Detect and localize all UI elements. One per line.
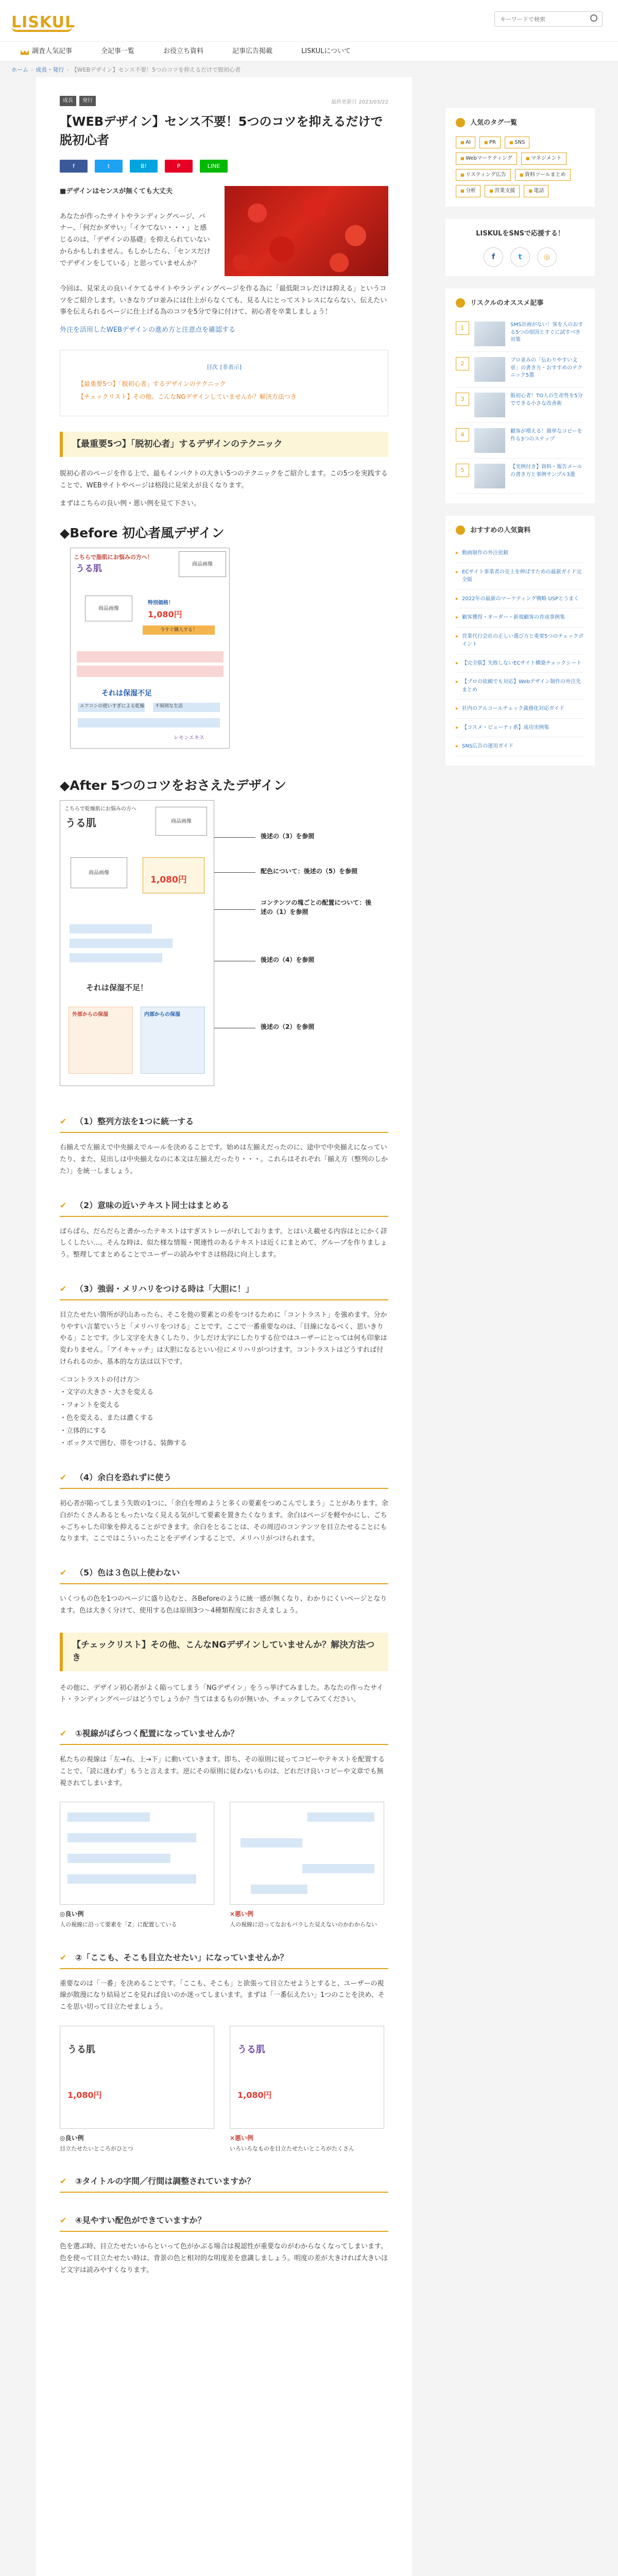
subheading: ✔ ③タイトルの字間／行間は調整されていますか？ xyxy=(60,2171,388,2193)
section-text: その他に、デザイン初心者がよく陥ってしまう「NGデザイン」をうっ挙げてみました。あなたの作ったサイト・ランディングページはどうでしょうか？当てはまるものが無いか、チェックしてみてください。 xyxy=(60,1684,384,1704)
after-product-box-2: 商品画像 xyxy=(71,857,127,888)
share-line-button[interactable]: LINE xyxy=(200,160,228,173)
good-bad-figure xyxy=(60,1802,388,1929)
paragraph: 重要なのは「一番」を決めることです。「ここも、そこも」と欲張って目立たせようとすると、ユーザーの視線が散漫になり結局どこを見れば良いのか迷ってしまいます。まずは「一番伝えたい」1つのことを決め、そこを思い切って目立たせましょう。 xyxy=(60,1979,385,2011)
section-text: まずはこちらの良い例・悪い例を見て下さい。 xyxy=(60,499,201,507)
tag-link[interactable]: ■ PR xyxy=(479,137,501,149)
popular-resource[interactable]: ▸ ECサイト事業者の売上を伸ばすための最新ガイド完全版 xyxy=(456,563,585,590)
toc-item[interactable]: 【最重要5つ】「脱初心者」するデザインのテクニック xyxy=(78,380,226,387)
intro-paragraph: 今回は、見栄えの良いイケてるサイトやランディングページを作る為に「最低限コレだけは抑える」というコツをご紹介します。いきなりプロ並みには仕上がらなくても、見る人にとってストレスにならない、伝えたい事を伝えられるページに仕上げる為のコツを5分で身に付けて、初心者を卒業しましょう！ xyxy=(60,284,387,316)
good-note: 人の視線に沿って要素を「Z」に配置している xyxy=(60,1921,177,1928)
tag-link[interactable]: ■ AI xyxy=(456,137,475,149)
crown-icon xyxy=(21,48,29,55)
paragraph: いくつもの色を1つのページに盛り込むと、各Beforeのように統一感が無くなり、わかりにくいページとなります。色は大きく分けて、使用する色は原則3つ〜4種類程度におさえましょう。 xyxy=(60,1595,387,1615)
tag-link[interactable]: ■ Webマーケティング xyxy=(456,152,517,165)
category-tag[interactable]: 発行 xyxy=(79,96,96,106)
paragraph: 初心者が陥ってしまう失敗の1つに、「余白を埋めようと多くの要素をつめこんでしまう」ことがあります。余白がたくさんあるともったいなく見える気がして要素を置きたくなります。余白はページを軽やかにし、ごちゃごちゃした印象を抑えることができます。余白をとることは、その周辺のコンテンツを目立たせることにもなります。ここではこういったことをデザインすることで、メリハリがつけられます。 xyxy=(60,1500,388,1543)
section-heading: 【最重要5つ】「脱初心者」するデザインのテクニック xyxy=(60,432,388,457)
subheading: ✔ ④見やすい配色ができていますか？ xyxy=(60,2210,388,2232)
callout: 後述の（4）を参照 xyxy=(261,956,315,964)
intro-text: あなたが作ったサイトやランディングページ、バナー、「何だかダサい」「イケてない・・・」と感じるのは、「デザインの基礎」を抑えられていないからかもしれません。もしかしたら、「センスだけでデザインをしている」と思っていませんか？ xyxy=(60,212,211,267)
recommended-article[interactable]: 1 SMS計画がない！客を人のおする5つの原因とすぐに試すべき対策 xyxy=(456,316,585,352)
outsourcing-link[interactable]: 外注を活用したWEBデザインの進め方と注意点を確認する xyxy=(60,326,236,334)
subheading: ✔ （1）整列方法を1つに統一する xyxy=(60,1111,388,1133)
thumbs-up-icon xyxy=(456,298,465,308)
good-label: ◎良い例 xyxy=(60,2134,84,2142)
subheading: ✔ （5）色は３色以上使わない xyxy=(60,1563,388,1584)
bad-label: ×悪い例 xyxy=(230,1910,254,1918)
popular-resource[interactable]: ▸ 顧客獲得・オーダー・新規顧客の育成事例集 xyxy=(456,608,585,628)
share-hatena-button[interactable]: B! xyxy=(130,160,158,173)
after-wireframe xyxy=(60,800,214,1086)
bad-label: ×悪い例 xyxy=(230,2134,254,2142)
recommended-article[interactable]: 2 ブロ並みの「伝わりやすい文章」の書き方・おすすめのテクニック5選 xyxy=(456,352,585,387)
paragraph: 私たちの視線は「左→右、上→下」に動いていきます。即ち、その原則に従ってコピーやテキストを配置することで、「読に迷わず」もうと言えます。逆にその原則に従わないものは、どれだけ良いコピーや文章でも無視されてしまいます。 xyxy=(60,1756,385,1787)
popular-resource[interactable]: ▸ 【完全版】失敗しないECサイト構築チェックシート xyxy=(456,654,585,673)
tag-link[interactable]: ■ 資料ツールまとめ xyxy=(515,169,571,181)
before-product-box-2: 商品画像 xyxy=(85,596,132,621)
share-pocket-button[interactable]: P xyxy=(165,160,193,173)
after-figure-title: ◆After 5つのコツをおさえたデザイン xyxy=(60,778,287,793)
before-price: 1,080円 xyxy=(148,609,182,620)
feed-icon[interactable]: ◎ xyxy=(537,247,557,267)
breadcrumb: ホーム › 成長・発行 › 【WEBデザイン】センス不要！5つのコツを抑えるだけで脱初心者 xyxy=(0,62,618,78)
after-price: 1,080円 xyxy=(150,875,187,886)
intro-section xyxy=(60,186,388,276)
popular-resource[interactable]: ▸ 動画制作の外注依頼 xyxy=(456,544,585,563)
callout: コンテンツの塊ごとの配置について：後述の（1）を参照 xyxy=(261,899,372,916)
subheading: ✔ （2）意味の近いテキスト同士はまとめる xyxy=(60,1195,388,1217)
facebook-icon[interactable]: f xyxy=(484,247,503,267)
bad-example-image: うる肌 1,080円 xyxy=(230,2026,384,2129)
recommended-widget: リスクルのオススメ記事 1 SMS計画がない！客を人のおする5つの原因とすぐに試すべき対策 2 ブロ並みの「伝わりやすい文章」の書き方・おすすめのテクニック5選 3 脱初心者！TO人の生産性を5分でできる小さな改善術 4 顧客が増える！簡単なコピーを作る3つのステップ 5 【実例付き】資料・報告メールの書き方と事例サンプル3選 xyxy=(445,289,595,504)
before-question: それは保湿不足 xyxy=(101,689,152,698)
tag-link[interactable]: ■ SNS xyxy=(505,137,529,149)
popular-resources-widget: おすすめの人気資料 ▸ 動画制作の外注依頼 ▸ ECサイト事業者の売上を伸ばすための最新ガイド完全版 ▸ 2022年の最新のマーケティング戦略 USPとうまく ▸ 顧客獲得・オーダー・新規顧客の育成事例集 ▸ 営業代行会社の正しい選び方と重要5つのチェックポイント ▸ 【完全版】失敗しないECサイト構築チェックシート ▸ 【プロの依頼でも対応】Webデザイン制作の外注先まとめ ▸ 社内のアルコールチェック義務化対応ガイド ▸ 【コスメ・ビューティ系】成功実例集 ▸ SNS広告の運用ガイド xyxy=(445,516,595,765)
bad-note: いろいろなものを目立たせたいところがたくさん xyxy=(230,2145,354,2152)
share-twitter-button[interactable]: t xyxy=(95,160,123,173)
good-label: ◎良い例 xyxy=(60,1910,84,1918)
recommended-article[interactable]: 3 脱初心者！TO人の生産性を5分でできる小さな改善術 xyxy=(456,387,585,423)
section-text: 脱初心者のページを作る上で、最もインパクトの大きい5つのテクニックをご紹介します。この5つを実践することで、WEBサイトやページは格段に見栄えが良くなります。 xyxy=(60,470,388,489)
red-flowers-image xyxy=(225,186,388,276)
sidebar xyxy=(445,108,595,778)
before-heading: こちらで脂肌にお悩みの方へ！ xyxy=(74,554,153,561)
bad-note: 人の視線に沿ってなおもバラした見えないのかわからない xyxy=(230,1921,377,1928)
before-wireframe: こちらで脂肌にお悩みの方へ！ うる肌 商品画像 商品画像 特別価格！ 1,080円 今すぐ購入する！ それは保湿不足 エアコンの使いすぎによる乾燥 不規則な生活 レモンエキス xyxy=(70,548,230,749)
popular-resource[interactable]: ▸ 【コスメ・ビューティ系】成功実例集 xyxy=(456,719,585,738)
site-logo[interactable]: LISKUL xyxy=(11,13,76,31)
before-catch: うる肌 xyxy=(76,564,102,574)
site-header xyxy=(0,0,618,41)
nav-popular-label: 調査人気記事 xyxy=(32,47,73,55)
after-question: それは保湿不足！ xyxy=(86,983,148,993)
tag-link[interactable]: ■ 分析 xyxy=(456,185,480,197)
tag-link[interactable]: ■ 営業支援 xyxy=(485,185,520,197)
article-title: 【WEBデザイン】センス不要！5つのコツを抑えるだけで脱初心者 xyxy=(60,114,383,147)
callout: 配色について：後述の（5）を参照 xyxy=(261,868,358,875)
good-bad-figure-2 xyxy=(60,2026,388,2154)
paragraph: 右揃えで左揃えで中央揃えでルールを決めることです。始めは左揃えだったのに、途中で中央揃えになっていたり、また、見出しは中央揃えなのに本文は左揃えだったり・・・。これらはそれぞれ「揃え方（整列のしかた）」を統一しましょう。 xyxy=(60,1144,388,1175)
subheading: ✔ ②「ここも、そこも目立たせたい」になっていませんか？ xyxy=(60,1947,388,1969)
after-point-outer: 外部からの保湿 xyxy=(68,1007,133,1074)
before-price-label: 特別価格！ xyxy=(148,600,174,606)
article-main xyxy=(36,77,412,2576)
before-cta: 今すぐ購入する！ xyxy=(143,625,215,635)
after-point-inner: 内部からの保湿 xyxy=(141,1007,205,1074)
document-icon xyxy=(456,526,465,535)
tag-link[interactable]: ■ リスティング広告 xyxy=(456,169,511,181)
share-buttons xyxy=(60,160,388,173)
post-date: 最終更新日 2023/03/22 xyxy=(331,99,388,105)
toc-toggle[interactable]: [非表示] xyxy=(220,363,242,370)
after-design-figure xyxy=(60,774,388,1094)
nav-ad[interactable]: 記事広告掲載 xyxy=(232,47,273,55)
intro-heading: ■デザインはセンスが無くても大丈夫 xyxy=(60,187,173,195)
good-note: 目立たせたいところがひとつ xyxy=(60,2145,133,2152)
callout: 後述の（2）を参照 xyxy=(261,1023,315,1031)
after-product-box: 商品画像 xyxy=(156,807,207,836)
share-facebook-button[interactable]: f xyxy=(60,160,88,173)
toc-title: 目次 [非表示] xyxy=(206,363,242,370)
logo-smile-mark xyxy=(11,27,72,32)
popular-resource[interactable]: ▸ 【プロの依頼でも対応】Webデザイン制作の外注先まとめ xyxy=(456,673,585,700)
good-example-image xyxy=(60,1802,214,1905)
twitter-icon[interactable]: t xyxy=(510,247,530,267)
popular-resource[interactable]: ▸ SNS広告の運用ガイド xyxy=(456,737,585,756)
nav-resources[interactable]: お役立ち資料 xyxy=(163,47,204,55)
nav-about[interactable]: LISKULについて xyxy=(301,47,351,55)
tag-link[interactable]: ■ マネジメント xyxy=(521,152,566,165)
toc-item[interactable]: 【チェックリスト】その他、こんなNGデザインしていませんか？解決方法つき xyxy=(78,393,297,400)
paragraph: 色を選ぶ時、目立たせたいからといって色がかぶる場合は視認性が重要なのがわからなくなってしまいます。色を使って目立たせたい時は、背景の色と相対的な明度差を意識しましょう。明度の差が大きければ大きいほど文字は読みやすくなります。 xyxy=(60,2243,388,2274)
before-product-box: 商品画像 xyxy=(179,551,226,577)
popular-resource[interactable]: ▸ 2022年の最新のマーケティング戦略 USPとうまく xyxy=(456,590,585,609)
before-design-figure xyxy=(60,522,388,759)
nav-popular[interactable] xyxy=(6,42,87,61)
popular-resource[interactable]: ▸ 営業代行会社の正しい選び方と重要5つのチェックポイント xyxy=(456,628,585,654)
breadcrumb-home[interactable]: ホーム xyxy=(11,66,28,74)
breadcrumb-category[interactable]: 成長・発行 xyxy=(36,66,64,74)
good-example-image: うる肌 1,080円 xyxy=(60,2026,214,2129)
after-heading: こちらで乾燥肌にお悩みの方へ xyxy=(64,806,136,812)
popular-resource[interactable]: ▸ 社内のアルコールチェック義務化対応ガイド xyxy=(456,700,585,719)
search-icon[interactable] xyxy=(590,14,597,22)
paragraph: 目立たせたい箇所が沢山あったら、そこを他の要素との差をつけるために「コントラスト」を強めます。分かりやすい言葉でいうと「メリハリをつける」ことです。ここで一番重要なのは、「目線になるべく、思いきりやる」ことです。少し文字を大きくしたり、少しだけ太字にしたりする位ではユーザーにとっては何も印象は変わりません。「アイキャッチ」は大胆になるといい位にメリハリがつけます。コントラストはどうすれば付けられるのか、基本的な方法は以下です。 xyxy=(60,1311,387,1366)
sns-widget xyxy=(445,219,595,276)
recommended-article[interactable]: 4 顧客が増える！簡単なコピーを作る3つのステップ xyxy=(456,423,585,459)
tags-widget: 人気のタグ一覧 ■ AI ■ PR ■ SNS ■ Webマーケティング ■ マネジメント ■ リスティング広告 ■ 資料ツールまとめ ■ 分析 ■ 営業支援 ■ 電話 xyxy=(445,108,595,207)
nav-all-articles[interactable]: 全記事一覧 xyxy=(101,47,135,55)
before-figure-title: ◆Before 初心者風デザイン xyxy=(60,526,225,541)
after-catch: うる肌 xyxy=(65,817,96,829)
subheading: ✔ ①視線がばらつく配置になっていませんか？ xyxy=(60,1723,388,1745)
breadcrumb-current: 【WEBデザイン】センス不要！5つのコツを抑えるだけで脱初心者 xyxy=(71,66,241,74)
table-of-contents xyxy=(60,350,388,416)
paragraph: ばらばら、だらだらと書かったテキストはすぎストレーがれしております。とはいえ載せる内容はとにかく詳しくしたい…。そんな時は、似た様な情報・関連性のあるテキストは近くにまとめて、グループを作りましょう。整理してまとめることでユーザーの読みやすさは格段に向上します。 xyxy=(60,1227,387,1259)
subheading: ✔ （4）余白を恐れずに使う xyxy=(60,1467,388,1489)
global-nav xyxy=(0,41,618,62)
bad-example-image xyxy=(230,1802,384,1905)
callout: 後述の（3）を参照 xyxy=(261,833,315,840)
tag-link[interactable]: ■ 電話 xyxy=(524,185,548,197)
contrast-list: ＜コントラストの付け方＞ ・文字の大きさ・大さを変える ・フォントを変える ・色を変える、または濃くする ・立体的にする ・ボックスで囲む、帯をつける、装飾する xyxy=(60,1376,187,1448)
tag-icon xyxy=(456,118,465,127)
subheading: ✔ （3）強弱・メリハリをつける時は「大胆に！」 xyxy=(60,1279,388,1300)
section-heading: 【チェックリスト】その他、こんなNGデザインしていませんか？解決方法つき xyxy=(60,1633,388,1671)
recommended-article[interactable]: 5 【実例付き】資料・報告メールの書き方と事例サンプル3選 xyxy=(456,459,585,494)
search-input[interactable] xyxy=(494,11,603,27)
category-tag[interactable]: 成長 xyxy=(60,96,76,106)
sns-title: LISKULをSNSで応援する！ xyxy=(476,229,564,238)
before-solution: レモンエキス xyxy=(174,735,204,741)
